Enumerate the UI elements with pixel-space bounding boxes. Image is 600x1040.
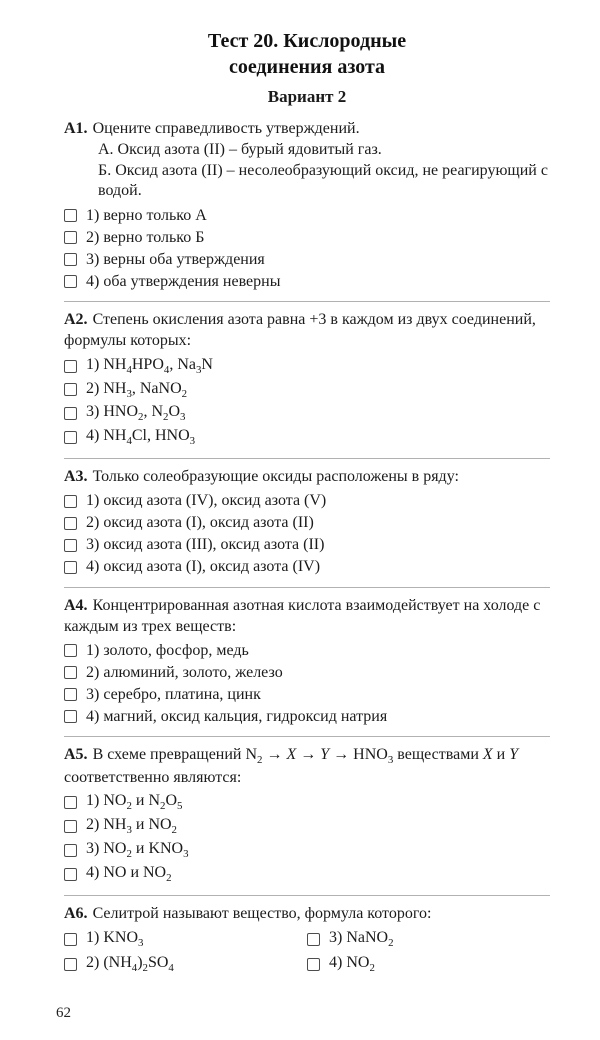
question-a1: [64, 116, 550, 297]
answer-label: 1) $KNO_3$: [86, 929, 144, 950]
answer-label: 2) верно только Б: [86, 228, 205, 246]
answer-option: [307, 928, 550, 951]
answer-checkbox[interactable]: [64, 958, 77, 971]
question-text: Степень окисления азота равна +3 в каждом из двух соединений, формулы которых:: [64, 311, 536, 349]
answer-label: 2) $(NH_4)_2SO_4$: [86, 954, 174, 975]
answer-checkbox[interactable]: [64, 407, 77, 420]
answer-label: 1) $NO_2$ и $N_2O_5$: [86, 792, 183, 813]
answer-option: [64, 662, 550, 683]
statement-a: А. Оксид азота (II) – бурый ядовитый газ.: [98, 140, 382, 158]
answer-checkbox[interactable]: [64, 666, 77, 679]
answer-checkbox[interactable]: [307, 933, 320, 946]
question-divider: [64, 895, 550, 896]
answer-option: [64, 227, 550, 248]
answer-checkbox[interactable]: [64, 231, 77, 244]
answer-option: [64, 640, 550, 661]
answer-options: [64, 491, 550, 578]
answer-checkbox[interactable]: [64, 844, 77, 857]
question-divider: [64, 458, 550, 459]
answer-label: 2) $NH_3$ и $NO_2$: [86, 816, 177, 837]
question-number: А1.: [64, 120, 88, 137]
question-number: А4.: [64, 596, 88, 614]
answer-label: 1) $NH_4HPO_4$, $Na_3N$: [86, 355, 213, 376]
answer-options: [64, 640, 550, 727]
question-divider: [64, 736, 550, 737]
question-text: В схеме превращений $N_2 \to X \to Y \to HNO_3$ веществами X и Y соответственно являются:: [64, 746, 519, 786]
answer-checkbox[interactable]: [64, 539, 77, 552]
answer-checkbox[interactable]: [64, 517, 77, 530]
question-number: А2.: [64, 311, 88, 329]
variant-heading: Вариант 2: [267, 87, 347, 106]
question-number: А3.: [64, 467, 88, 485]
answer-label: 4) $NH_4Cl$, $HNO_3$: [86, 427, 196, 448]
answer-option: [64, 355, 550, 378]
answer-checkbox[interactable]: [64, 383, 77, 396]
question-statement: [64, 310, 550, 352]
answer-option: [64, 684, 550, 705]
answer-options: [64, 205, 550, 292]
answer-checkbox[interactable]: [64, 796, 77, 809]
answer-checkbox[interactable]: [64, 431, 77, 444]
question-divider: [64, 587, 550, 588]
question-statement: [64, 745, 550, 788]
answer-option: [64, 535, 550, 556]
answer-options: [64, 791, 550, 885]
answer-option: [307, 953, 550, 976]
question-a2: [64, 307, 550, 454]
answer-option: [64, 928, 307, 951]
question-a6: [64, 901, 550, 981]
title-line-2: соединения азота: [228, 56, 386, 78]
answer-checkbox[interactable]: [307, 958, 320, 971]
question-number: А5.: [64, 746, 88, 764]
statements-block: [98, 140, 550, 202]
question-text: Только солеобразующие оксиды расположены в ряду:: [92, 467, 459, 485]
answer-label: 2) алюминий, золото, железо: [86, 663, 283, 681]
answer-checkbox[interactable]: [64, 561, 77, 574]
answer-option: [64, 513, 550, 534]
answer-label: 4) оба утверждения неверны: [86, 272, 281, 290]
question-statement: [64, 119, 550, 140]
answer-label: 2) $NH_3$, NaNO$_2$: [86, 379, 188, 400]
question-divider: [64, 301, 550, 302]
page-header: [64, 28, 550, 107]
answer-option: [64, 706, 550, 727]
answer-option: [64, 839, 550, 862]
answer-checkbox[interactable]: [64, 275, 77, 288]
answer-checkbox[interactable]: [64, 644, 77, 657]
answer-checkbox[interactable]: [64, 933, 77, 946]
answer-label: 1) золото, фосфор, медь: [86, 641, 249, 659]
answer-checkbox[interactable]: [64, 209, 77, 222]
answer-checkbox[interactable]: [64, 360, 77, 373]
question-statement: [64, 904, 550, 925]
answer-checkbox[interactable]: [64, 495, 77, 508]
answer-label: 2) оксид азота (I), оксид азота (II): [86, 514, 314, 532]
question-statement: [64, 467, 550, 488]
question-a3: [64, 464, 550, 583]
answer-option: [64, 402, 550, 425]
question-text: Оцените справедливость утверждений.: [92, 120, 360, 137]
answer-option: [64, 379, 550, 402]
answer-checkbox[interactable]: [64, 688, 77, 701]
answer-label: 1) оксид азота (IV), оксид азота (V): [86, 492, 327, 510]
answer-label: 3) серебро, платина, цинк: [86, 685, 261, 703]
answer-option: [64, 815, 550, 838]
answer-checkbox[interactable]: [64, 820, 77, 833]
answer-label: 1) верно только А: [86, 206, 207, 224]
page-title: [64, 28, 550, 80]
answer-option: [64, 205, 550, 226]
answer-label: 4) NO и $NO_2$: [86, 863, 172, 884]
answer-label: 3) верны оба утверждения: [86, 250, 265, 268]
answer-option: [64, 271, 550, 292]
title-line-1: Тест 20. Кислородные: [207, 30, 407, 52]
answer-checkbox[interactable]: [64, 253, 77, 266]
answer-option: [64, 557, 550, 578]
answer-checkbox[interactable]: [64, 868, 77, 881]
answer-label: 4) $NO_2$: [329, 954, 375, 975]
answer-label: 3) оксид азота (III), оксид азота (II): [86, 536, 325, 554]
statement-b: Б. Оксид азота (II) – несолеобразующий оксид, не реагирующий с водой.: [98, 161, 548, 200]
answer-label: 3) NaNO$_2$: [329, 929, 394, 950]
question-statement: [64, 596, 550, 638]
answer-label: 3) $NO_2$ и $KNO_3$: [86, 839, 189, 861]
answer-option: [64, 863, 550, 886]
answer-checkbox[interactable]: [64, 710, 77, 723]
page-number: 62: [56, 1004, 71, 1021]
answer-label: 4) магний, оксид кальция, гидроксид натрия: [86, 707, 388, 725]
answer-option: [64, 426, 550, 449]
question-a5: [64, 742, 550, 890]
answer-option: [64, 953, 307, 976]
question-number: А6.: [64, 904, 88, 922]
answer-options: [64, 355, 550, 449]
answer-label: 3) $HNO_2$, $N_2O_3$: [86, 403, 186, 424]
question-text: Селитрой называют вещество, формула которого:: [92, 904, 432, 922]
answer-option: [64, 491, 550, 512]
question-a4: [64, 593, 550, 733]
answer-label: 4) оксид азота (I), оксид азота (IV): [86, 558, 321, 576]
answer-option: [64, 249, 550, 270]
question-text: Концентрированная азотная кислота взаимодействует на холоде с каждым из трех веществ:: [64, 596, 541, 635]
answer-option: [64, 791, 550, 814]
